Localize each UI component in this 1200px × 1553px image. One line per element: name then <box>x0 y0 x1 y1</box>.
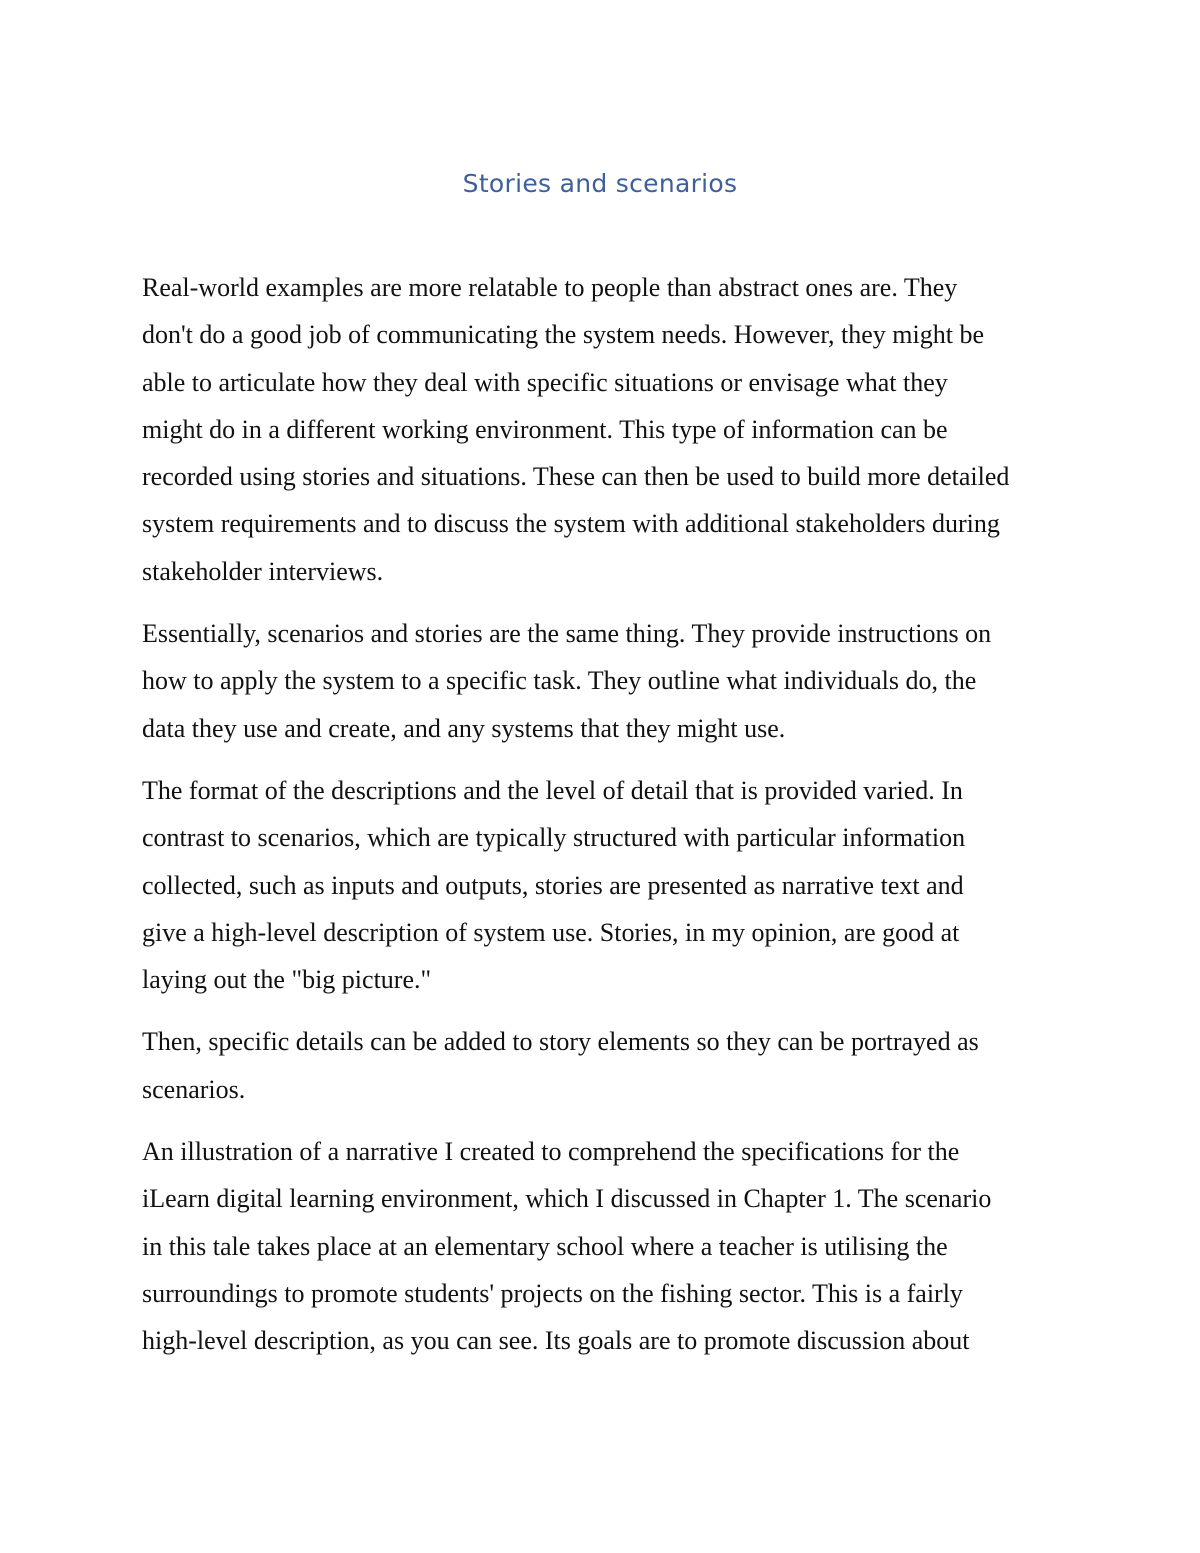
paragraph-line: system requirements and to discuss the system with additional stakeholders during <box>142 509 1000 539</box>
paragraph-2 <box>142 610 1072 752</box>
paragraph-line: able to articulate how they deal with specific situations or envisage what they <box>142 367 948 397</box>
paragraph-line: recorded using stories and situations. These can then be used to build more detailed <box>142 462 1010 492</box>
paragraph-line: how to apply the system to a specific task. They outline what individuals do, the <box>142 666 977 696</box>
paragraph-1 <box>142 264 1072 595</box>
paragraph-5 <box>142 1128 1072 1364</box>
paragraph-3 <box>142 767 1072 1003</box>
paragraph-line: laying out the "big picture." <box>142 965 432 995</box>
paragraph-line: Real-world examples are more relatable to people than abstract ones are. They <box>142 273 958 302</box>
paragraph-line: data they use and create, and any systems that they might use. <box>142 713 786 743</box>
paragraph-line: collected, such as inputs and outputs, stories are presented as narrative text and <box>142 870 964 900</box>
paragraph-line: An illustration of a narrative I created to comprehend the specifications for the <box>142 1137 960 1167</box>
paragraph-line: contrast to scenarios, which are typically structured with particular information <box>142 823 966 853</box>
paragraph-line: scenarios. <box>142 1074 246 1104</box>
paragraph-line: iLearn digital learning environment, which I discussed in Chapter 1. The scenario <box>142 1184 992 1214</box>
paragraph-line: don't do a good job of communicating the system needs. However, they might be <box>142 320 984 350</box>
paragraph-line: high-level description, as you can see. Its goals are to promote discussion about <box>142 1326 970 1356</box>
paragraph-line: give a high-level description of system use. Stories, in my opinion, are good at <box>142 917 960 947</box>
paragraph-line: stakeholder interviews. <box>142 556 384 586</box>
paragraph-line: in this tale takes place at an elementary school where a teacher is utilising the <box>142 1231 948 1261</box>
paragraph-line: Then, specific details can be added to story elements so they can be portrayed as <box>142 1027 979 1057</box>
paragraph-line: might do in a different working environment. This type of information can be <box>142 414 948 444</box>
document-title: Stories and scenarios <box>462 169 738 198</box>
document-body <box>142 264 1072 1380</box>
paragraph-4 <box>142 1018 1072 1113</box>
paragraph-line: surroundings to promote students' projects on the fishing sector. This is a fairly <box>142 1278 963 1308</box>
paragraph-line: Essentially, scenarios and stories are the same thing. They provide instructions on <box>142 619 992 649</box>
paragraph-line: The format of the descriptions and the level of detail that is provided varied. In <box>142 775 963 805</box>
